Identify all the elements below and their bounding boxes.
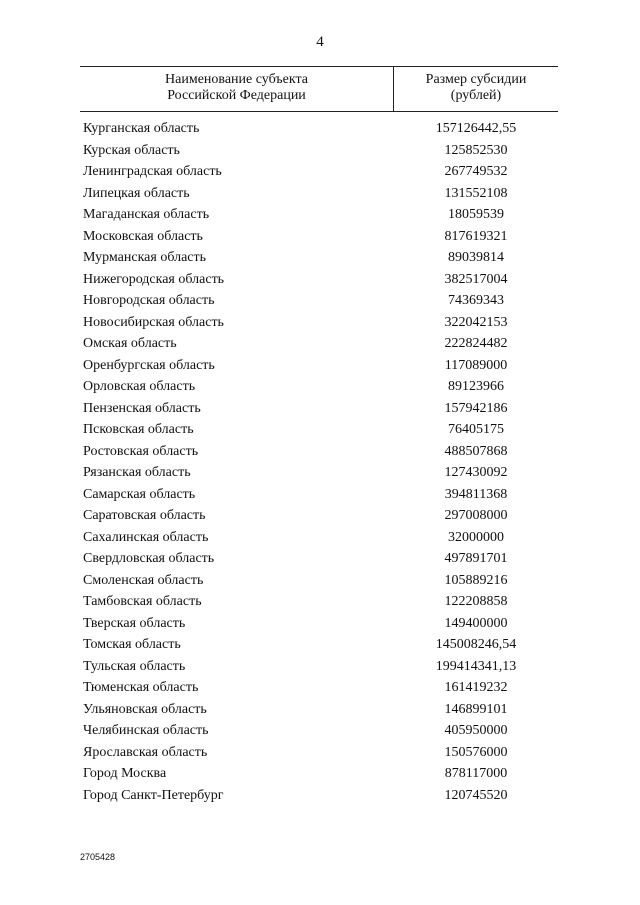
- table-row: [80, 658, 558, 680]
- table-row: [80, 249, 558, 271]
- document-code: 2705428: [80, 852, 116, 862]
- region-name: Омская область: [83, 336, 177, 351]
- subsidy-amount: 150576000: [444, 744, 508, 760]
- subsidy-amount: 149400000: [444, 615, 508, 631]
- subsidy-amount: 120745520: [444, 787, 508, 803]
- region-name: Оренбургская область: [83, 357, 215, 373]
- page-number: 4: [316, 34, 324, 50]
- table-row: [80, 486, 558, 508]
- table-row: [80, 593, 558, 615]
- subsidy-amount: 76405175: [448, 422, 504, 437]
- region-name: Новгородская область: [83, 293, 215, 308]
- subsidy-amount: 32000000: [448, 529, 504, 545]
- region-name: Тульская область: [83, 658, 186, 674]
- region-name: Нижегородская область: [83, 271, 225, 287]
- table-row: [80, 679, 558, 701]
- region-name: Московская область: [83, 228, 203, 244]
- subsidy-amount: 382517004: [444, 271, 508, 287]
- region-name: Курская область: [83, 142, 180, 158]
- region-name: Город Москва: [83, 766, 167, 781]
- table-row: [80, 722, 558, 744]
- header-subsidy-amount-line2: (рублей): [450, 88, 502, 103]
- subsidy-table: [80, 66, 558, 803]
- table-row: [80, 529, 558, 551]
- subsidy-amount: 199414341,13: [435, 658, 517, 674]
- table-row: [80, 314, 558, 336]
- region-name: Магаданская область: [83, 207, 210, 222]
- region-name: Орловская область: [83, 379, 196, 394]
- table-row: [80, 507, 558, 529]
- table-row: [80, 292, 558, 314]
- subsidy-amount: 145008246,54: [435, 637, 517, 652]
- subsidy-amount: 157126442,55: [435, 121, 517, 136]
- region-name: Мурманская область: [83, 250, 207, 265]
- table-row: [80, 443, 558, 465]
- table-row: [80, 787, 558, 809]
- header-region-name-line1: Наименование субъекта: [165, 72, 308, 87]
- region-name: Ленинградская область: [83, 164, 222, 179]
- subsidy-amount: 394811368: [444, 486, 508, 502]
- region-name: Тверская область: [83, 615, 186, 631]
- table-row: [80, 550, 558, 572]
- subsidy-amount: 878117000: [444, 766, 508, 781]
- subsidy-amount: 74369343: [448, 293, 504, 308]
- subsidy-amount: 127430092: [444, 465, 508, 480]
- subsidy-amount: 105889216: [444, 572, 508, 588]
- region-name: Город Санкт-Петербург: [83, 787, 224, 803]
- region-name: Сахалинская область: [83, 529, 209, 545]
- table-row: [80, 744, 558, 766]
- subsidy-amount: 146899101: [444, 701, 508, 717]
- subsidy-amount: 488507868: [444, 443, 508, 459]
- header-subsidy-amount-line1: Размер субсидии: [425, 72, 527, 87]
- header-region-name-line2: Российской Федерации: [167, 88, 306, 103]
- subsidy-amount: 89039814: [448, 250, 504, 265]
- region-name: Саратовская область: [83, 508, 206, 523]
- region-name: Ростовская область: [83, 443, 199, 459]
- table-row: [80, 335, 558, 357]
- region-name: Псковская область: [83, 422, 194, 437]
- region-name: Ярославская область: [83, 744, 208, 760]
- region-name: Томская область: [83, 637, 181, 652]
- subsidy-amount: 122208858: [444, 594, 508, 609]
- subsidy-amount: 405950000: [444, 723, 508, 738]
- region-name: Рязанская область: [83, 465, 191, 480]
- subsidy-amount: 161419232: [444, 680, 508, 695]
- table-row: [80, 206, 558, 228]
- region-name: Пензенская область: [83, 400, 201, 416]
- table-row: [80, 357, 558, 379]
- table-row: [80, 572, 558, 594]
- table-row: [80, 228, 558, 250]
- region-name: Тюменская область: [83, 680, 199, 695]
- table-row: [80, 400, 558, 422]
- subsidy-amount: 222824482: [444, 336, 508, 351]
- table-row: [80, 615, 558, 637]
- header-region-name: [80, 72, 393, 104]
- table-row: [80, 142, 558, 164]
- table-row: [80, 163, 558, 185]
- subsidy-amount: 117089000: [444, 357, 508, 373]
- table-row: [80, 701, 558, 723]
- header-subsidy-amount: [394, 72, 558, 104]
- table-header: [80, 66, 558, 112]
- subsidy-amount: 297008000: [444, 508, 508, 523]
- subsidy-amount: 89123966: [448, 379, 504, 394]
- table-row: [80, 636, 558, 658]
- region-name: Челябинская область: [83, 723, 209, 738]
- region-name: Смоленская область: [83, 572, 204, 588]
- subsidy-amount: 18059539: [448, 207, 504, 222]
- table-row: [80, 378, 558, 400]
- region-name: Свердловская область: [83, 551, 215, 566]
- subsidy-amount: 157942186: [444, 400, 508, 416]
- region-name: Ульяновская область: [83, 701, 207, 717]
- subsidy-amount: 322042153: [444, 314, 508, 330]
- subsidy-amount: 131552108: [444, 185, 508, 201]
- subsidy-amount: 125852530: [444, 142, 508, 158]
- table-row: [80, 120, 558, 142]
- subsidy-amount: 267749532: [444, 164, 508, 179]
- table-row: [80, 185, 558, 207]
- table-row: [80, 464, 558, 486]
- subsidy-amount: 817619321: [444, 228, 508, 244]
- region-name: Новосибирская область: [83, 314, 224, 330]
- region-name: Тамбовская область: [83, 594, 202, 609]
- subsidy-amount: 497891701: [444, 551, 508, 566]
- table-row: [80, 765, 558, 787]
- region-name: Липецкая область: [83, 185, 190, 201]
- region-name: Курганская область: [83, 121, 200, 136]
- table-row: [80, 271, 558, 293]
- table-body: [80, 120, 558, 808]
- region-name: Самарская область: [83, 486, 196, 502]
- table-row: [80, 421, 558, 443]
